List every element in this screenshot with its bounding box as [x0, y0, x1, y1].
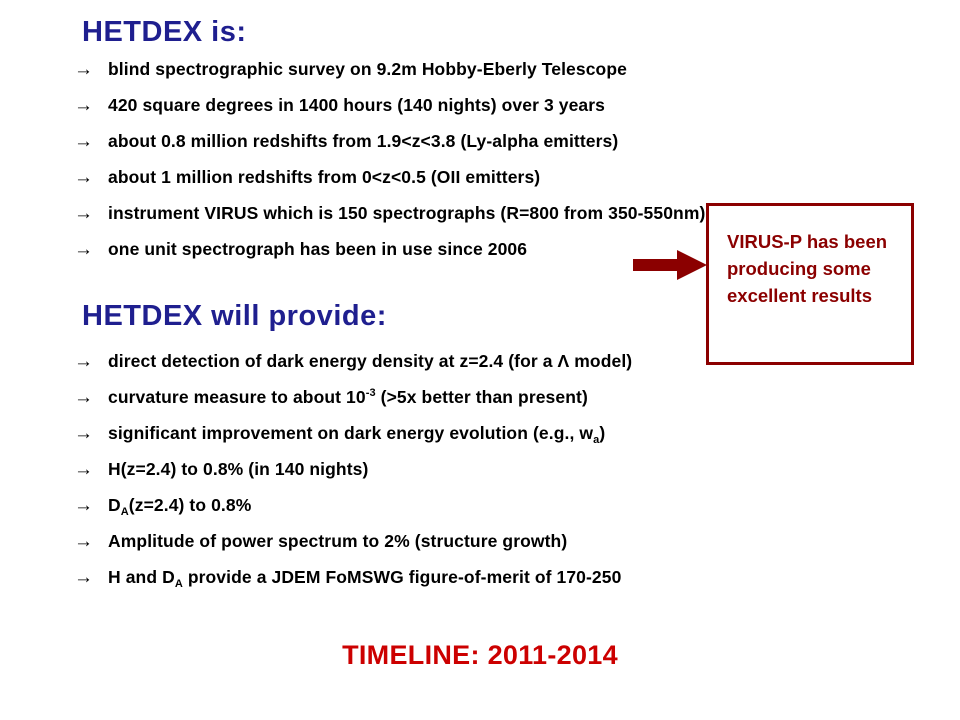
arrow-icon: → [74, 95, 93, 116]
pointer-arrow-icon [633, 250, 707, 280]
list-item [74, 494, 794, 530]
list-item [74, 58, 794, 94]
arrow-icon: → [74, 131, 93, 152]
bullet-list-hetdex-is [74, 58, 794, 274]
list-item [74, 94, 794, 130]
arrow-icon: → [74, 495, 93, 516]
bullet-text: significant improvement on dark energy evolution (e.g., $w_a$) [108, 423, 606, 446]
arrow-icon: → [74, 567, 93, 588]
bullet-text: one unit spectrograph has been in use since 2006 [108, 239, 528, 259]
bullet-text: curvature measure to about $10^{-3}$ (>5x better than present) [108, 387, 588, 407]
arrow-icon: → [74, 59, 93, 80]
bullet-text: instrument VIRUS which is 150 spectrographs (R=800 from 350-550nm) [108, 203, 706, 223]
list-item [74, 422, 794, 458]
arrow-icon: → [74, 423, 93, 444]
list-item [74, 566, 794, 602]
bullet-list-hetdex-will-provide [74, 350, 794, 602]
bullet-text: direct detection of dark energy density at z=2.4 (for a Λ model) [108, 351, 633, 371]
list-item [74, 386, 794, 422]
list-item [74, 202, 794, 238]
arrow-icon: → [74, 351, 93, 372]
arrow-icon: → [74, 167, 93, 188]
section-title-hetdex-is: HETDEX is: [82, 16, 247, 48]
list-item [74, 458, 794, 494]
list-item [74, 530, 794, 566]
bullet-text: about 0.8 million redshifts from 1.9<z<3.8 (Ly-alpha emitters) [108, 131, 619, 151]
callout-box-virus-p [706, 203, 914, 365]
bullet-text: 420 square degrees in 1400 hours (140 nights) over 3 years [108, 95, 606, 115]
bullet-text: H and $D_A$ provide a JDEM FoMSWG figure-of-merit of 170-250 [108, 567, 622, 590]
list-item [74, 350, 794, 386]
list-item [74, 130, 794, 166]
arrow-icon: → [74, 387, 93, 408]
arrow-icon: → [74, 531, 93, 552]
timeline-footer: TIMELINE: 2011-2014 [342, 640, 618, 670]
bullet-text: blind spectrographic survey on 9.2m Hobby-Eberly Telescope [108, 59, 627, 79]
bullet-text: about 1 million redshifts from 0<z<0.5 (OII emitters) [108, 167, 541, 187]
bullet-text: Amplitude of power spectrum to 2% (structure growth) [108, 531, 568, 551]
arrow-icon: → [74, 239, 93, 260]
arrow-icon: → [74, 459, 93, 480]
bullet-text: $D_A(z=2.4)$ to 0.8% [108, 495, 252, 518]
bullet-text: H(z=2.4) to 0.8% (in 140 nights) [108, 459, 369, 479]
callout-text: VIRUS-P has been producing some excellent results [727, 231, 888, 306]
list-item [74, 166, 794, 202]
arrow-icon: → [74, 203, 93, 224]
section-title-hetdex-will-provide: HETDEX will provide: [82, 300, 387, 332]
